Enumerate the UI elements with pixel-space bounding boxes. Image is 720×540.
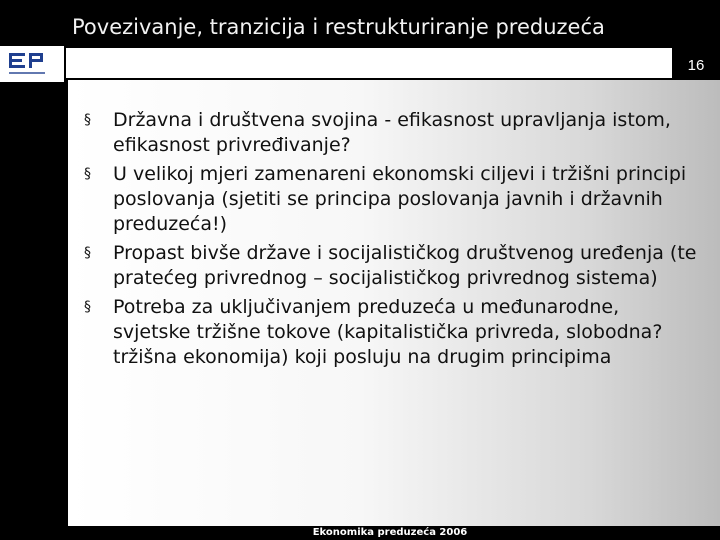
footer-text: Ekonomika preduzeća 2006 — [312, 527, 468, 538]
ep-logo-icon — [7, 51, 57, 79]
bullet-item — [82, 295, 702, 370]
bullet-marker: § — [84, 245, 91, 261]
bullet-text: Potreba za uključivanjem preduzeća u međunarodne, svjetske tržišne tokove (kapitalistička privreda, slobodna? tržišna ekonomija) koji posluju na drugim principima — [113, 296, 663, 368]
bullet-item — [82, 241, 702, 291]
bullet-text: Državna i društvena svojina - efikasnost upravljanja istom, efikasnost privređivanje? — [113, 109, 671, 156]
slide-title: Povezivanje, tranzicija i restrukturiranje preduzeća — [72, 15, 605, 39]
bullet-list — [82, 108, 702, 374]
logo — [0, 46, 64, 82]
bullet-text: Propast bivše države i socijalističkog društvenog uređenja (te pratećeg privrednog – socijalističkog privrednog sistema) — [113, 242, 697, 289]
bullet-marker: § — [84, 112, 91, 128]
bullet-marker: § — [84, 299, 91, 315]
header-bar — [66, 48, 696, 78]
bullet-item — [82, 108, 702, 158]
bullet-text: U velikoj mjeri zamenareni ekonomski ciljevi i tržišni principi poslovanja (sjetiti se principa poslovanja javnih i državnih preduzeća!) — [113, 163, 687, 235]
page-number: 16 — [672, 48, 720, 78]
bullet-marker: § — [84, 166, 91, 182]
bullet-item — [82, 162, 702, 237]
